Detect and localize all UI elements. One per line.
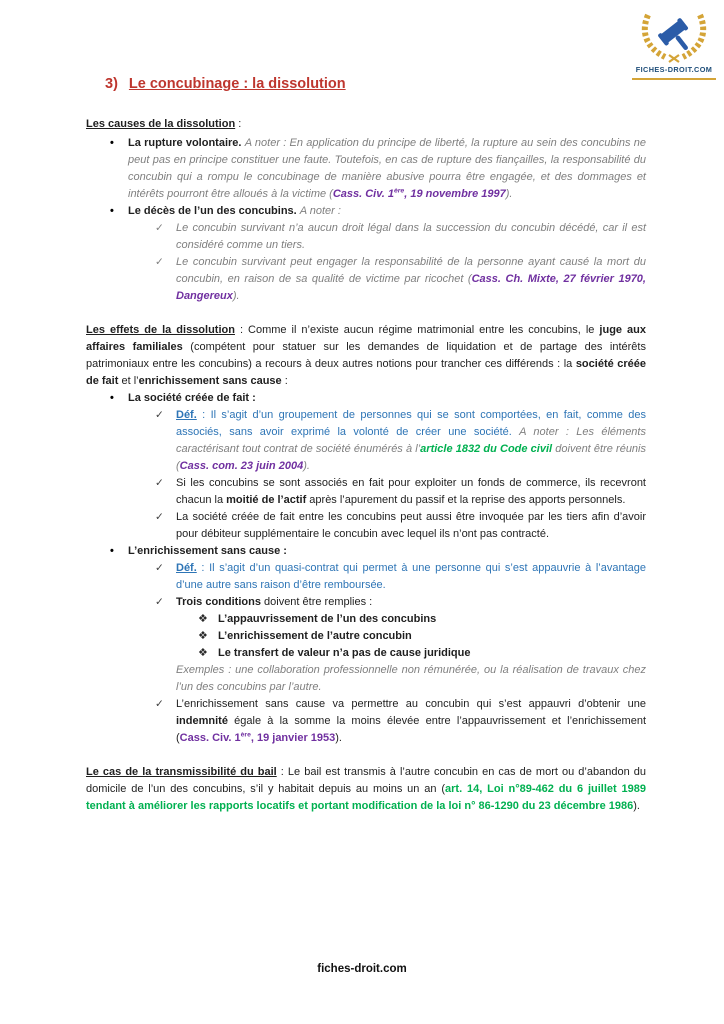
diamond-item — [86, 628, 646, 645]
check-item — [86, 407, 650, 475]
text-run: La rupture volontaire. — [128, 137, 245, 149]
diamond-icon: ❖ — [198, 613, 208, 625]
text-run: indemnité — [176, 715, 228, 727]
text-run: doivent être remplies : — [260, 596, 373, 608]
text-run: ). — [335, 732, 342, 744]
check-icon: ✓ — [155, 222, 164, 234]
text-run: ). — [633, 800, 640, 812]
bullet-icon: • — [110, 392, 114, 404]
text-run: L’enrichissement de l’autre concubin — [218, 630, 412, 642]
check-icon: ✓ — [155, 562, 164, 574]
gavel-laurel-icon — [635, 9, 713, 63]
text-run: égale à la somme la moins élevée entre l’appauvrissement et l’enrichissement ( — [176, 715, 650, 744]
text-run: La société créée de fait entre les concubins peut aussi être invoquée par les tiers afin d’avoir pour débiteur supplémentaire le concubin avec lequel ils n’ont pas contracté. — [176, 511, 650, 540]
text-run: Déf. — [176, 562, 197, 574]
text-run: : Il s’agit d’un quasi-contrat qui permet à une personne qui s’est appauvrie à l’avantage d’une autre sans raison d’être remboursée. — [176, 562, 650, 591]
bullet-icon: • — [110, 545, 114, 557]
bullet-icon: • — [110, 205, 114, 217]
bullet-icon: • — [110, 137, 114, 149]
text-run: La société créée de fait : — [128, 392, 256, 404]
site-logo — [629, 9, 719, 80]
document-content — [86, 76, 650, 815]
text-run: Le concubin survivant peut engager la responsabilité de la personne ayant causé la mort du concubin, en raison de sa qualité de victime par ricochet ( — [176, 256, 650, 285]
text-run: doivent être réunis ( — [176, 443, 650, 472]
text-run: société créée de fait — [86, 358, 650, 387]
text-run: Le cas de la transmissibilité du bail — [86, 766, 277, 778]
text-run: L’enrichissement sans cause : — [128, 545, 287, 557]
text-run: L’appauvrissement de l’un des concubins — [218, 613, 437, 625]
check-icon: ✓ — [155, 477, 164, 489]
text-run: A noter : — [299, 205, 341, 217]
check-item — [86, 220, 650, 254]
check-icon: ✓ — [155, 698, 164, 710]
laurel-wreath-icon — [645, 15, 703, 62]
text-run: juge aux affaires familiales — [86, 324, 650, 353]
text-run: ère — [393, 187, 405, 195]
logo-text: FICHES-DROIT.COM — [635, 65, 713, 74]
diamond-icon: ❖ — [198, 630, 208, 642]
bullet-item — [86, 135, 650, 203]
diamond-icon: ❖ — [198, 647, 208, 659]
text-run: Cass. Civ. 1 — [179, 732, 241, 744]
paragraph — [86, 764, 650, 815]
bullet-item — [86, 203, 646, 220]
text-run: Les effets de la dissolution — [86, 324, 235, 336]
check-icon: ✓ — [155, 596, 164, 608]
text-run: : Le bail est transmis à l’autre concubin en cas de mort ou d’abandon du domicile de l’un des concubins, s’il y habitait depuis au moins un an ( — [86, 766, 650, 795]
text-run: Le concubin survivant n’a aucun droit légal dans la succession du concubin décédé, car il est considéré comme un tiers. — [176, 222, 650, 251]
text-run: Si les concubins se sont associés en fait pour exploiter un fonds de commerce, ils recevront chacun la — [176, 477, 650, 506]
paragraph — [86, 322, 650, 390]
check-item — [86, 560, 650, 594]
check-item — [86, 254, 650, 305]
check-item — [86, 509, 650, 543]
text-run: art. 14, Loi n°89-462 du 6 juillet 1989 tendant à améliorer les rapports locatifs et portant modification de la loi n° 86-1290 du 23 décembre 1986 — [86, 783, 650, 812]
document-body — [86, 116, 650, 815]
text-run: et l’ — [118, 375, 139, 387]
text-run: Cass. com. 23 juin 2004 — [179, 460, 304, 472]
text-run: A noter : En application du principe de liberté, la rupture au sein des concubins ne peut pas en principe constituer une faute. Toutefois, en cas de rupture des fiançailles, la responsabilité du concubin qui a rompu le concubinage de manière abusive pourra être engagée, et des dommages et intérêts pourront être alloués à la victime ( — [128, 137, 650, 200]
text-run: Cass. Ch. Mixte, 27 février 1970, Dangereux — [176, 273, 650, 302]
text-run: Le décès de l’un des concubins. — [128, 205, 300, 217]
text-run: (compétent pour statuer sur les demandes de liquidation et de partage des intérêts patrimoniaux entre les concubins) a recours à deux autres notions pour trancher ces différends : la — [86, 341, 650, 370]
text-run: ). — [232, 290, 240, 302]
diamond-item — [86, 645, 646, 662]
check-item — [86, 594, 646, 611]
diamond-item — [86, 611, 646, 628]
text-run: Trois conditions — [176, 596, 261, 608]
text-run: L’enrichissement sans cause va permettre au concubin qui s’est appauvri d’obtenir une — [176, 698, 650, 710]
text-run: ). — [505, 188, 513, 200]
check-icon: ✓ — [155, 511, 164, 523]
check-item — [86, 475, 650, 509]
text-run: Le transfert de valeur n’a pas de cause juridique — [218, 647, 471, 659]
text-run: ). — [303, 460, 310, 472]
gavel-icon — [657, 17, 698, 58]
text-run: Exemples : une collaboration professionnelle non rémunérée, ou la réalisation de travaux chez l’un des concubins par l’autre. — [176, 664, 650, 693]
text-run: enrichissement sans cause — [138, 375, 282, 387]
text-run: , 19 janvier 1953 — [250, 732, 336, 744]
title-text: Le concubinage : la dissolution — [128, 76, 346, 92]
text-run: : — [235, 118, 242, 130]
text-run: , 19 novembre 1997 — [404, 188, 506, 200]
check-icon: ✓ — [155, 409, 164, 421]
check-icon: ✓ — [155, 256, 164, 268]
text-run: Les causes de la dissolution — [86, 118, 236, 130]
section-heading — [86, 116, 646, 133]
title-number: 3) — [105, 76, 118, 92]
text-run: ère — [240, 731, 251, 739]
text-run: Cass. Civ. 1 — [332, 188, 394, 200]
bullet-item — [86, 543, 646, 560]
text-run: : Comme il n’existe aucun régime matrimonial entre les concubins, le — [234, 324, 600, 336]
text-run: Déf. — [176, 409, 197, 421]
text-run: après l’apurement du passif et la reprise des apports personnels. — [306, 494, 626, 506]
text-run: : Il s’agit d’un groupement de personnes qui se sont comportées, en fait, comme des associés, sans avoir exprimé la volonté de créer une société. — [176, 409, 650, 438]
text-run: article 1832 du Code civil — [420, 443, 553, 455]
page-footer: fiches-droit.com — [317, 963, 407, 975]
text-run: moitié de l’actif — [226, 494, 307, 506]
page-title — [105, 76, 646, 92]
check-item — [86, 696, 650, 747]
text-run: : — [281, 375, 288, 387]
bullet-item — [86, 390, 646, 407]
text-run: A noter : Les éléments caractérisant tout contrat de société énumérés à l’ — [176, 426, 650, 455]
example-note — [86, 662, 650, 696]
